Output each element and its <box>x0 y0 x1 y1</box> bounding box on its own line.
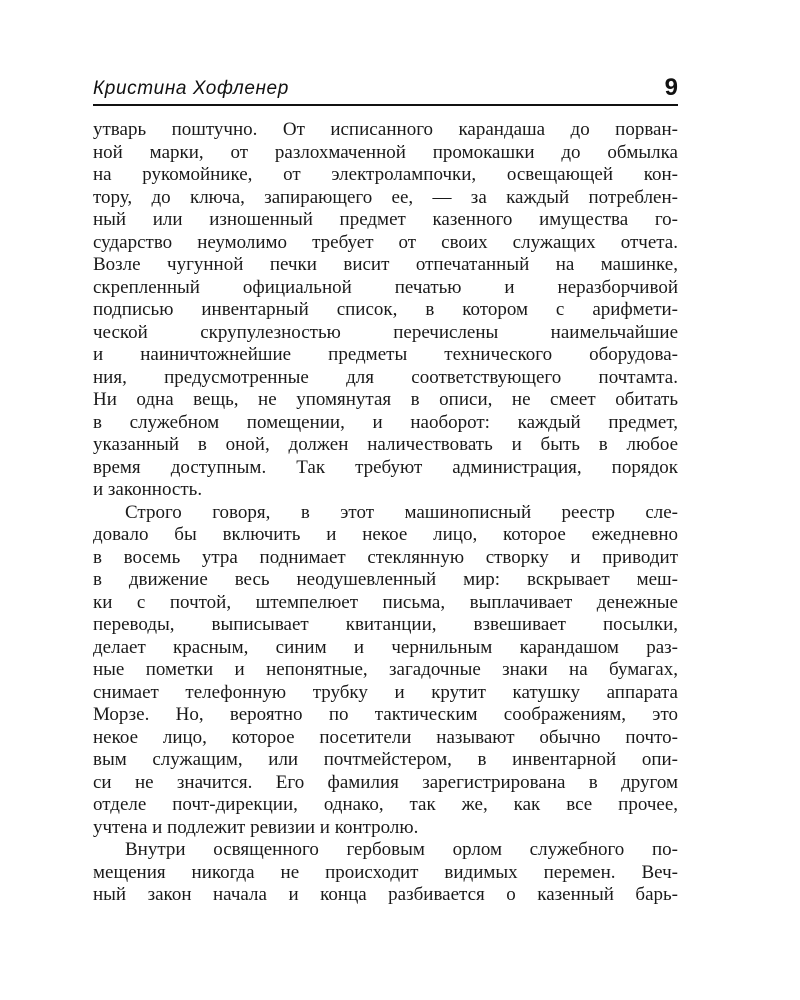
text-line: ные пометки и непонятные, загадочные знаки на бумагах, <box>93 659 678 680</box>
text-line: си не значится. Его фамилия зарегистрирована в другом <box>93 771 678 793</box>
text-line: Морзе. Но, вероятно по тактическим соображениям, это <box>93 704 678 725</box>
text-line: вым служащим, или почтмейстером, в инвентарной опи- <box>93 749 678 770</box>
text-line: некое лицо, которое посетители называют обычно почто- <box>93 726 678 748</box>
body-text <box>93 119 678 907</box>
text-line: сударство неумолимо требует от своих служащих отчета. <box>93 231 678 253</box>
header-rule <box>93 104 678 106</box>
text-line: переводы, выписывает квитанции, взвешивает посылки, <box>93 614 678 635</box>
text-line: и наиничтожнейшие предметы технического оборудова- <box>93 344 678 365</box>
running-header <box>93 74 678 104</box>
text-line: Возле чугунной печки висит отпечатанный на машинке, <box>93 254 678 275</box>
text-line: Внутри освященного гербовым орлом служебного по- <box>125 839 678 860</box>
text-line: делает красным, синим и чернильным карандашом раз- <box>93 636 678 658</box>
text-line: в движение весь неодушевленный мир: вскрывает меш- <box>93 569 678 590</box>
text-line: в служебном помещении, и наоборот: каждый предмет, <box>93 411 678 433</box>
text-line: утварь поштучно. От исписанного карандаша до порван- <box>93 119 678 140</box>
text-line: учтена и подлежит ревизии и контролю. <box>93 816 419 838</box>
text-line: Ни одна вещь, не упомянутая в описи, не смеет обитать <box>93 389 678 410</box>
text-line: на рукомойнике, от электролампочки, освещающей кон- <box>93 164 678 185</box>
text-line: и законность. <box>93 479 203 500</box>
page-number: 9 <box>664 74 678 101</box>
text-line: довало бы включить и некое лицо, которое ежедневно <box>93 524 678 545</box>
text-line: тору, до ключа, запирающего ее, — за каждый потреблен- <box>93 186 678 208</box>
text-line: Строго говоря, в этот машинописный реестр сле- <box>125 501 678 523</box>
text-line: ки с почтой, штемпелюет письма, выплачивает денежные <box>93 591 678 613</box>
text-line: ной марки, от разлохмаченной промокашки до обмылка <box>93 141 678 163</box>
text-line: отделе почт-дирекции, однако, так же, как все прочее, <box>93 794 678 815</box>
text-line: ный закон начала и конца разбивается о казенный барь- <box>93 884 678 905</box>
text-line: время доступным. Так требуют администрация, порядок <box>93 456 678 478</box>
text-line: в восемь утра поднимает стеклянную створку и приводит <box>93 546 678 568</box>
text-line: ния, предусмотренные для соответствующего почтамта. <box>93 366 678 388</box>
running-header-author: Кристина Хофленер <box>93 78 289 99</box>
text-line: подписью инвентарный список, в котором с арифмети- <box>93 299 678 320</box>
text-line: указанный в оной, должен наличествовать и быть в любое <box>93 434 678 455</box>
text-line: мещения никогда не происходит видимых перемен. Веч- <box>93 861 678 883</box>
text-line: ческой скрупулезностью перечислены наимельчайшие <box>93 321 678 343</box>
text-line: ный или изношенный предмет казенного имущества го- <box>93 209 678 230</box>
text-line: снимает телефонную трубку и крутит катушку аппарата <box>93 681 678 703</box>
text-line: скрепленный официальной печатью и неразборчивой <box>93 276 678 298</box>
